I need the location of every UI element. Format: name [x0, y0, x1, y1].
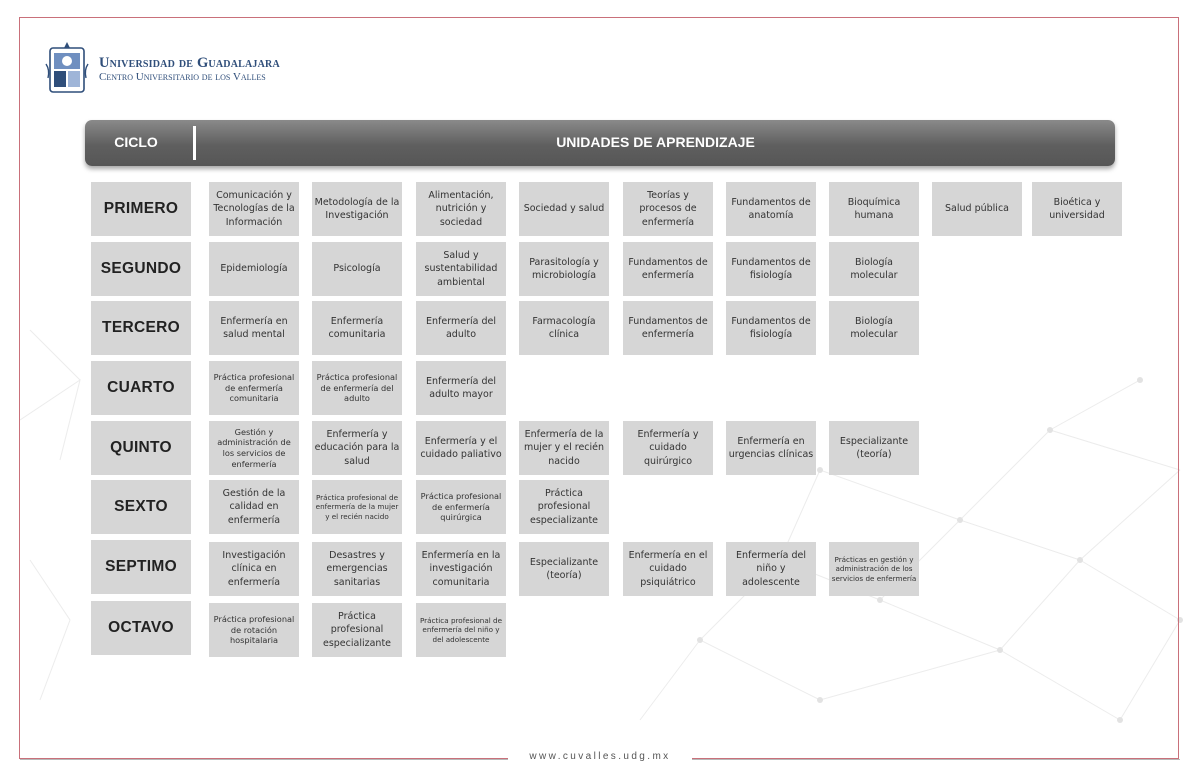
footer-line-left	[20, 759, 508, 760]
unit-cell: Enfermería del niño y adolescente	[726, 542, 816, 596]
unit-cell: Práctica profesional de enfermería de la mujer y el recién nacido	[312, 480, 402, 534]
unit-cell: Alimentación, nutrición y sociedad	[416, 182, 506, 236]
unit-cell: Farmacología clínica	[519, 301, 609, 355]
footer-line-right	[692, 759, 1180, 760]
unit-cell: Enfermería en urgencias clínicas	[726, 421, 816, 475]
unit-cell: Práctica profesional especializante	[519, 480, 609, 534]
unit-cell: Enfermería del adulto	[416, 301, 506, 355]
unit-cell: Sociedad y salud	[519, 182, 609, 236]
unit-cell: Desastres y emergencias sanitarias	[312, 542, 402, 596]
ciclo-column-header: CICLO	[114, 134, 158, 150]
table-header-bar	[85, 120, 1115, 166]
unit-cell: Parasitología y microbiología	[519, 242, 609, 296]
unit-cell: Fundamentos de enfermería	[623, 242, 713, 296]
unit-cell: Práctica profesional de enfermería quirúrgica	[416, 480, 506, 534]
unit-cell: Enfermería en el cuidado psiquiátrico	[623, 542, 713, 596]
cycle-label: PRIMERO	[91, 182, 191, 236]
unit-cell: Epidemiología	[209, 242, 299, 296]
unit-cell: Psicología	[312, 242, 402, 296]
unit-cell: Enfermería en la investigación comunitaria	[416, 542, 506, 596]
unit-cell: Enfermería en salud mental	[209, 301, 299, 355]
cycle-label: QUINTO	[91, 421, 191, 475]
cycle-label: SEXTO	[91, 480, 191, 534]
university-seal-logo	[44, 40, 90, 98]
unit-cell: Biología molecular	[829, 242, 919, 296]
cycle-label: SEPTIMO	[91, 540, 191, 594]
unit-cell: Enfermería y cuidado quirúrgico	[623, 421, 713, 475]
unit-cell: Enfermería de la mujer y el recién nacido	[519, 421, 609, 475]
unit-cell: Fundamentos de enfermería	[623, 301, 713, 355]
unit-cell: Práctica profesional especializante	[312, 603, 402, 657]
cycle-label: TERCERO	[91, 301, 191, 355]
unit-cell: Prácticas en gestión y administración de los servicios de enfermería	[829, 542, 919, 596]
unit-cell: Fundamentos de fisiología	[726, 242, 816, 296]
center-name: Centro Universitario de los Valles	[99, 71, 266, 83]
unit-cell: Especializante (teoría)	[829, 421, 919, 475]
unit-cell: Enfermería y educación para la salud	[312, 421, 402, 475]
unit-cell: Fundamentos de fisiología	[726, 301, 816, 355]
unit-cell: Metodología de la Investigación	[312, 182, 402, 236]
unit-cell: Fundamentos de anatomía	[726, 182, 816, 236]
unit-cell: Especializante (teoría)	[519, 542, 609, 596]
unit-cell: Bioquímica humana	[829, 182, 919, 236]
cycle-label: CUARTO	[91, 361, 191, 415]
unit-cell: Gestión de la calidad en enfermería	[209, 480, 299, 534]
unit-cell: Comunicación y Tecnologías de la Información	[209, 182, 299, 236]
unit-cell: Enfermería del adulto mayor	[416, 361, 506, 415]
unit-cell: Investigación clínica en enfermería	[209, 542, 299, 596]
unit-cell: Práctica profesional de enfermería comunitaria	[209, 361, 299, 415]
unit-cell: Salud y sustentabilidad ambiental	[416, 242, 506, 296]
unit-cell: Práctica profesional de enfermería del adulto	[312, 361, 402, 415]
unit-cell: Práctica profesional de enfermería del niño y del adolescente	[416, 603, 506, 657]
university-name: Universidad de Guadalajara	[99, 55, 280, 71]
unit-cell: Biología molecular	[829, 301, 919, 355]
unit-cell: Práctica profesional de rotación hospitalaria	[209, 603, 299, 657]
unit-cell: Salud pública	[932, 182, 1022, 236]
footer-website-link[interactable]: www.cuvalles.udg.mx	[508, 751, 692, 762]
unit-cell: Gestión y administración de los servicios de enfermería	[209, 421, 299, 475]
unit-cell: Bioética y universidad	[1032, 182, 1122, 236]
footer	[0, 751, 1200, 767]
unit-cell: Teorías y procesos de enfermería	[623, 182, 713, 236]
unidades-column-header: UNIDADES DE APRENDIZAJE	[556, 134, 755, 150]
cycle-label: SEGUNDO	[91, 242, 191, 296]
unit-cell: Enfermería y el cuidado paliativo	[416, 421, 506, 475]
cycle-label: OCTAVO	[91, 601, 191, 655]
unit-cell: Enfermería comunitaria	[312, 301, 402, 355]
